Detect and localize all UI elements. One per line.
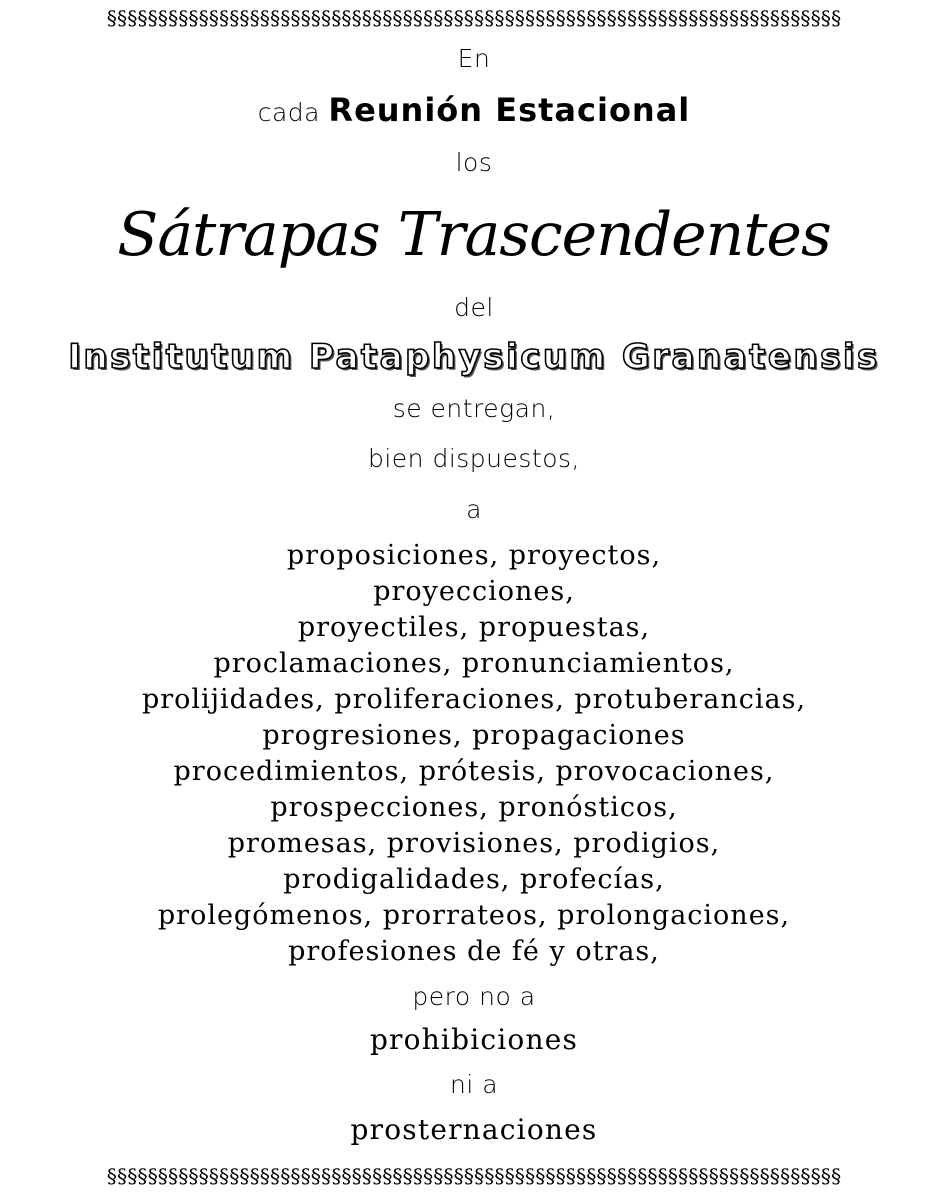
list-item: proclamaciones, pronunciamientos, bbox=[213, 648, 735, 679]
list-item: prolegómenos, prorrateos, prolongaciones, bbox=[157, 900, 791, 931]
list-item: promesas, provisiones, prodigios, bbox=[227, 828, 721, 859]
intro-cada: cada bbox=[257, 98, 329, 127]
closing-pero-no-a: pero no a bbox=[412, 982, 536, 1011]
closing-ni-a: ni a bbox=[449, 1070, 499, 1099]
institutum-heading: Institutum Pataphysicum Granatensis bbox=[68, 337, 880, 377]
list-item: proposiciones, proyectos, bbox=[286, 540, 662, 571]
closing-prosternaciones: prosternaciones bbox=[350, 1113, 598, 1146]
satrapas-heading: Sátrapas Trascendentes bbox=[117, 200, 831, 270]
intro-se-entregan: se entregan, bbox=[392, 394, 556, 423]
list-item: proyecciones, bbox=[373, 576, 575, 607]
list-item: profesiones de fé y otras, bbox=[288, 936, 660, 967]
list-item: prospecciones, pronósticos, bbox=[270, 792, 678, 823]
intro-cada-line bbox=[0, 88, 948, 139]
list-item: prolijidades, proliferaciones, protuberancias, bbox=[141, 684, 807, 715]
list-item: procedimientos, prótesis, provocaciones, bbox=[173, 756, 775, 787]
intro-en: En bbox=[457, 44, 491, 73]
intro-del: del bbox=[454, 293, 494, 322]
top-border-ornament: §§§§§§§§§§§§§§§§§§§§§§§§§§§§§§§§§§§§§§§§§§§§§§§§§§§§§§§§§§§§§§§§§§§§§§§§ bbox=[106, 6, 842, 30]
list-item: prodigalidades, profecías, bbox=[283, 864, 665, 895]
bottom-border-ornament: §§§§§§§§§§§§§§§§§§§§§§§§§§§§§§§§§§§§§§§§§§§§§§§§§§§§§§§§§§§§§§§§§§§§§§§§ bbox=[106, 1164, 842, 1188]
list-item: proyectiles, propuestas, bbox=[297, 612, 651, 643]
intro-bien-dispuestos: bien dispuestos, bbox=[367, 444, 581, 473]
intro-a: a bbox=[466, 495, 482, 524]
intro-los: los bbox=[455, 148, 493, 177]
list-item: progresiones, propagaciones bbox=[262, 720, 686, 751]
reunion-estacional: Reunión Estacional bbox=[328, 91, 691, 129]
closing-prohibiciones: prohibiciones bbox=[369, 1023, 579, 1056]
